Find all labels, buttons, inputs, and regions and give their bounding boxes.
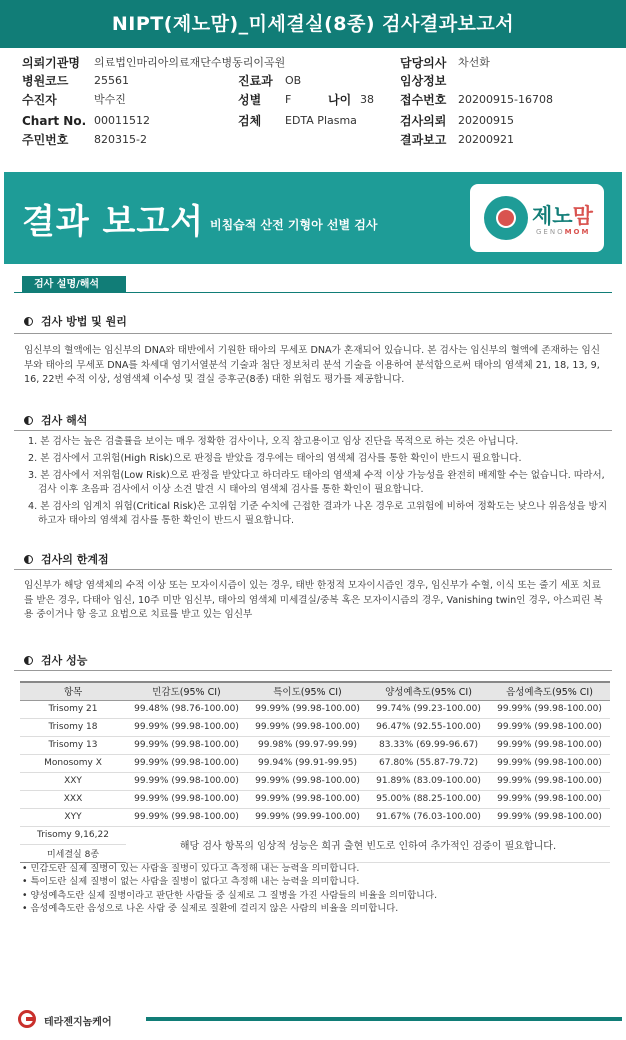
doctor-label: 담당의사 [400, 56, 447, 70]
definition-notes [22, 862, 612, 915]
table-note: 해당 검사 항목의 임상적 성능은 희귀 출현 빈도로 인하여 추가적인 검증이 필요합니다. [126, 826, 610, 862]
table-cell: 99.99% (99.98-100.00) [126, 754, 247, 772]
divider [14, 333, 612, 334]
request-label: 검사의뢰 [400, 114, 447, 128]
column-header: 양성예측도(95% CI) [368, 682, 489, 700]
table-cell: 99.99% (99.98-100.00) [126, 790, 247, 808]
section-divider [14, 292, 612, 293]
table-cell: 99.74% (99.23-100.00) [368, 700, 489, 718]
table-cell: 99.99% (99.99-100.00) [247, 808, 368, 826]
table-row [20, 754, 610, 772]
table-cell: 미세결실 8종 [20, 844, 126, 862]
logo-dot-icon [498, 210, 514, 226]
limits-heading: 검사의 한계점 [24, 551, 109, 567]
collector-value: 박수진 [94, 93, 126, 106]
chart-label: Chart No. [22, 114, 87, 128]
list-item: 1. 본 검사는 높은 검출률을 보이는 매우 정확한 검사이나, 오직 참고용이고 임상 진단을 목적으로 하는 것은 아닙니다. [28, 436, 519, 447]
table-cell: XYY [20, 808, 126, 826]
table-cell: 96.47% (92.55-100.00) [368, 718, 489, 736]
age-label: 나이 [328, 93, 352, 107]
table-cell: 99.99% (99.98-100.00) [126, 718, 247, 736]
hospcode-value: 25561 [94, 74, 129, 87]
table-row [20, 790, 610, 808]
table-row [20, 700, 610, 718]
request-value: 20200915 [458, 114, 514, 127]
banner-subheading: 비침습적 산전 기형아 선별 검사 [210, 218, 378, 232]
table-cell: 99.99% (99.98-100.00) [247, 790, 368, 808]
interpretation-list [24, 435, 610, 531]
table-cell: 99.99% (99.98-100.00) [247, 772, 368, 790]
list-item: 2. 본 검사에서 고위험(High Risk)으로 판정을 받았을 경우에는 태아의 염색체 검사를 통한 확인이 반드시 필요합니다. [28, 453, 522, 464]
genomom-logo [470, 184, 604, 252]
list-item: • 특이도란 실제 질병이 없는 사람을 질병이 없다고 측정해 내는 능력을 의미합니다. [22, 875, 612, 888]
footer-divider [146, 1017, 622, 1021]
table-cell: Trisomy 9,16,22 [20, 826, 126, 844]
table-cell: 99.99% (99.98-100.00) [489, 754, 610, 772]
column-header: 민감도(95% CI) [126, 682, 247, 700]
table-cell: 99.99% (99.98-100.00) [489, 808, 610, 826]
performance-table [20, 681, 610, 863]
table-cell: Monosomy X [20, 754, 126, 772]
table-row [20, 826, 610, 844]
list-item: 4. 본 검사의 임계치 위험(Critical Risk)은 고위험 기준 수치에 근접한 결과가 나온 경우로 고위험에 비하여 정확도는 낮으나 위음성을 방지하고자 태아의 염색체 검사를 통한 확인이 반드시 필요합니다. [28, 501, 608, 526]
rrn-value: 820315-2 [94, 133, 147, 146]
table-cell: 99.99% (99.98-100.00) [489, 790, 610, 808]
rrn-label: 주민번호 [22, 133, 69, 147]
chart-value: 00011512 [94, 114, 150, 127]
table-row [20, 718, 610, 736]
divider [14, 569, 612, 570]
performance-heading: 검사 성능 [24, 652, 87, 668]
column-header: 항목 [20, 682, 126, 700]
table-cell: 99.99% (99.98-100.00) [489, 772, 610, 790]
table-cell: 91.89% (83.09-100.00) [368, 772, 489, 790]
company-name: 테라젠지놈케어 [44, 1017, 112, 1028]
report-label: 결과보고 [400, 133, 447, 147]
sex-label: 성별 [238, 93, 262, 107]
table-cell: 95.00% (88.25-100.00) [368, 790, 489, 808]
half-circle-icon [24, 317, 33, 326]
half-circle-icon [24, 416, 33, 425]
sex-value: F [285, 93, 292, 106]
table-cell: 91.67% (76.03-100.00) [368, 808, 489, 826]
dept-label: 진료과 [238, 74, 273, 88]
divider [14, 670, 612, 671]
table-cell: 99.99% (99.98-100.00) [247, 700, 368, 718]
table-cell: 99.99% (99.98-100.00) [489, 718, 610, 736]
table-cell: XXX [20, 790, 126, 808]
table-cell: 99.99% (99.98-100.00) [126, 772, 247, 790]
table-cell: Trisomy 18 [20, 718, 126, 736]
report-value: 20200921 [458, 133, 514, 146]
column-header: 음성예측도(95% CI) [489, 682, 610, 700]
half-circle-icon [24, 656, 33, 665]
org-label: 의뢰기관명 [22, 56, 80, 70]
receipt-label: 접수번호 [400, 93, 447, 107]
sample-value: EDTA Plasma [285, 114, 357, 127]
hospcode-label: 병원코드 [22, 74, 69, 88]
section-tab-description: 검사 설명/해석 [22, 276, 126, 293]
table-cell: 99.99% (99.98-100.00) [126, 736, 247, 754]
sample-label: 검체 [238, 114, 262, 128]
list-item: • 민감도란 실제 질병이 있는 사람을 질병이 있다고 측정해 내는 능력을 의미합니다. [22, 862, 612, 875]
column-header: 특이도(95% CI) [247, 682, 368, 700]
doctor-value: 차선화 [458, 56, 490, 69]
table-cell: Trisomy 13 [20, 736, 126, 754]
table-cell: 83.33% (69.99-96.67) [368, 736, 489, 754]
half-circle-icon [24, 555, 33, 564]
list-item: 3. 본 검사에서 저위험(Low Risk)으로 판정을 받았다고 하더라도 태아의 염색체 수적 이상 가능성을 완전히 배제할 수는 없습니다. 따라서, 검사 이후 초음파 검사에서 이상 소견 발견 시 태아의 염색체 검사를 통한 확인이 필요합니다. [28, 470, 605, 495]
logo-sub-b: MOM [564, 228, 591, 236]
table-cell: Trisomy 21 [20, 700, 126, 718]
table-cell: 99.99% (99.98-100.00) [489, 736, 610, 754]
divider [14, 430, 612, 431]
method-body: 임신부의 혈액에는 임신부의 DNA와 태반에서 기원한 태아의 무세포 DNA가 혼재되어 있습니다. 본 검사는 임신부의 혈액에 존재하는 임신부와 태아의 무세포 DNA를 차세대 염기서열분석 기술과 첨단 정보처리 분석 기술을 이용하여 분석함으로써 태아의 염색체 21, 18, 13, 9, 16, 22번 수적 이상, 성염색체 이수성 및 결실 증후군(8종) 대한 위험도 평가를 제공합니다. [24, 345, 601, 385]
clinical-label: 임상정보 [400, 74, 447, 88]
interpretation-heading: 검사 해석 [24, 412, 87, 428]
limits-body: 임신부가 해당 염색체의 수적 이상 또는 모자이시즘이 있는 경우, 태반 한정적 모자이시즘인 경우, 임신부가 수혈, 이식 또는 줄기 세포 치료를 받은 경우, 다태아 임신, 10주 미만 임신부, 태아의 염색체 미세결실/중복 혹은 모자이시즘의 경우, Vanishing twin인 경우, 아스피린 복용 중이거나 항 응고 요법으로 치료를 받고 있는 임신부 [24, 580, 603, 620]
logo-text-a: 제노 [532, 204, 573, 228]
result-banner [4, 172, 622, 264]
list-item: • 음성예측도란 음성으로 나온 사람 중 실제로 질환에 걸리지 않은 사람의 비율을 의미합니다. [22, 902, 612, 915]
receipt-value: 20200915-16708 [458, 93, 553, 106]
company-logo-icon [18, 1010, 36, 1028]
patient-info [0, 54, 626, 154]
table-cell: 67.80% (55.87-79.72) [368, 754, 489, 772]
org-value: 의료법인마리아의료재단수병동리이곡원 [94, 56, 286, 69]
table-row [20, 808, 610, 826]
table-header-row [20, 682, 610, 700]
table-row [20, 736, 610, 754]
table-cell: 99.99% (99.98-100.00) [247, 718, 368, 736]
method-heading: 검사 방법 및 원리 [24, 313, 127, 329]
table-row [20, 772, 610, 790]
list-item: • 양성예측도란 실제 질병이라고 판단한 사람들 중 실제로 그 질병을 가진 사람들의 비율을 의미합니다. [22, 889, 612, 902]
table-cell: 99.48% (98.76-100.00) [126, 700, 247, 718]
banner-heading: 결과 보고서 [22, 202, 205, 242]
table-cell: 99.99% (99.98-100.00) [489, 700, 610, 718]
collector-label: 수진자 [22, 93, 57, 107]
logo-sub-a: GENO [536, 228, 565, 236]
table-cell: 99.98% (99.97-99.99) [247, 736, 368, 754]
logo-text-b: 맘 [572, 204, 593, 228]
report-title: NIPT(제노맘)_미세결실(8종) 검사결과보고서 [0, 0, 626, 48]
dept-value: OB [285, 74, 302, 87]
table-cell: 99.99% (99.98-100.00) [126, 808, 247, 826]
table-cell: XXY [20, 772, 126, 790]
age-value: 38 [360, 93, 374, 106]
table-cell: 99.94% (99.91-99.95) [247, 754, 368, 772]
